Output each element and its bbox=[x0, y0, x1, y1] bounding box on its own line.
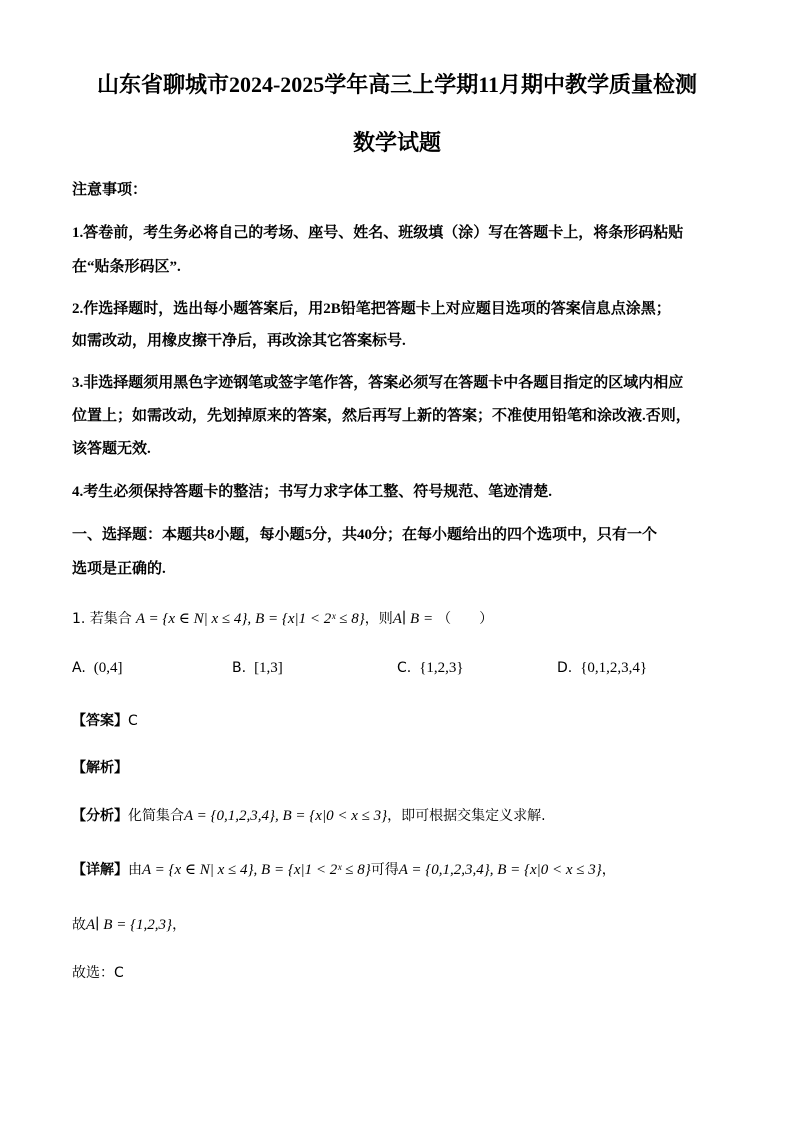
xiangjie-text-1: 由 bbox=[128, 862, 142, 878]
question-1-then: ，则 bbox=[364, 611, 393, 627]
notice-item-3-line-3: 该答题无效. bbox=[72, 441, 151, 457]
fenxi-text-2: ，即可根据交集定义求解. bbox=[387, 808, 546, 824]
notice-item-2-line-2: 如需改动，用橡皮擦干净后，再改涂其它答案标号. bbox=[72, 333, 406, 349]
answer-value: C bbox=[128, 713, 138, 729]
xiangjie-text-2: 可得 bbox=[370, 862, 399, 878]
notice-item-4: 4.考生必须保持答题卡的整洁；书写力求字体工整、符号规范、笔迹清楚. bbox=[72, 484, 553, 500]
notice-item-1-line-2: 在“贴条形码区”. bbox=[72, 259, 181, 275]
conclusion-line bbox=[72, 914, 186, 934]
section-heading-line-1: 一、选择题：本题共8小题，每小题5分，共40分；在每小题给出的四个选项中，只有一个 bbox=[72, 527, 658, 543]
notice-item-3-line-2: 位置上；如需改动，先划掉原来的答案，然后再写上新的答案；不准使用铅笔和涂改液.否则， bbox=[72, 408, 691, 424]
option-a-letter: A. bbox=[72, 660, 86, 676]
question-1-comma: , bbox=[247, 611, 252, 627]
conclusion-end: ， bbox=[172, 917, 187, 933]
fenxi-set-b: , B = {x|0 < x ≤ 3} bbox=[275, 808, 388, 824]
notice-item-1-line-1: 1.答卷前，考生务必将自己的考场、座号、姓名、班级填（涂）写在答题卡上，将条形码粘贴 bbox=[72, 225, 684, 241]
option-d-letter: D. bbox=[557, 660, 573, 676]
analysis-label: 【解析】 bbox=[72, 760, 128, 776]
fenxi-set-a: A = {0,1,2,3,4} bbox=[184, 808, 276, 824]
question-1-set-a: A = {x ∈ N| x ≤ 4} bbox=[135, 611, 248, 627]
option-d bbox=[557, 660, 647, 677]
option-b-value: [1,3] bbox=[254, 660, 283, 676]
xiangjie-result: A = {0,1,2,3,4}, B = {x|0 < x ≤ 3} bbox=[398, 862, 602, 878]
option-a bbox=[72, 660, 123, 677]
conclusion-text: 故 bbox=[72, 917, 86, 933]
option-c-letter: C. bbox=[397, 660, 412, 676]
option-c bbox=[397, 660, 464, 677]
option-d-value: {0,1,2,3,4} bbox=[580, 660, 648, 676]
option-a-value: (0,4] bbox=[93, 660, 123, 676]
notice-item-3-line-1: 3.非选择题须用黑色字迹钢笔或签字笔作答，答案必须写在答题卡中各题目指定的区域内相应 bbox=[72, 375, 684, 391]
page-title: 山东省聊城市2024-2025学年高三上学期11月期中教学质量检测 bbox=[96, 72, 698, 97]
question-1-set-b: B = {x|1 < 2ˣ ≤ 8} bbox=[255, 611, 365, 627]
answer-line bbox=[72, 710, 138, 730]
notice-heading: 注意事项： bbox=[72, 182, 148, 198]
xiangjie-set-a: A = {x ∈ N| x ≤ 4} bbox=[142, 862, 254, 878]
section-heading-line-2: 选项是正确的. bbox=[72, 561, 166, 577]
conclusion-expression: A∣ B = {1,2,3} bbox=[86, 917, 173, 933]
fenxi-line bbox=[72, 805, 546, 825]
question-1-stem bbox=[72, 608, 493, 628]
xiangjie-set-b: , B = {x|1 < 2ˣ ≤ 8} bbox=[253, 862, 371, 878]
fenxi-label: 【分析】 bbox=[72, 808, 128, 824]
question-1-answer-paren: （ ） bbox=[437, 611, 494, 627]
answer-label: 【答案】 bbox=[72, 713, 128, 729]
option-b bbox=[232, 660, 283, 677]
final-choice: 故选：C bbox=[72, 965, 124, 981]
question-1-prefix: 1. 若集合 bbox=[72, 611, 132, 627]
fenxi-text-1: 化简集合 bbox=[128, 808, 184, 824]
notice-item-2-line-1: 2.作选择题时，选出每小题答案后，用2B铅笔把答题卡上对应题目选项的答案信息点涂黑； bbox=[72, 301, 671, 317]
xiangjie-end: ， bbox=[601, 862, 616, 878]
xiangjie-label: 【详解】 bbox=[72, 862, 128, 878]
xiangjie-line bbox=[72, 859, 616, 879]
option-b-letter: B. bbox=[232, 660, 247, 676]
option-c-value: {1,2,3} bbox=[419, 660, 464, 676]
question-1-expression: A∣ B = bbox=[392, 611, 434, 627]
page-subtitle: 数学试题 bbox=[352, 130, 441, 155]
